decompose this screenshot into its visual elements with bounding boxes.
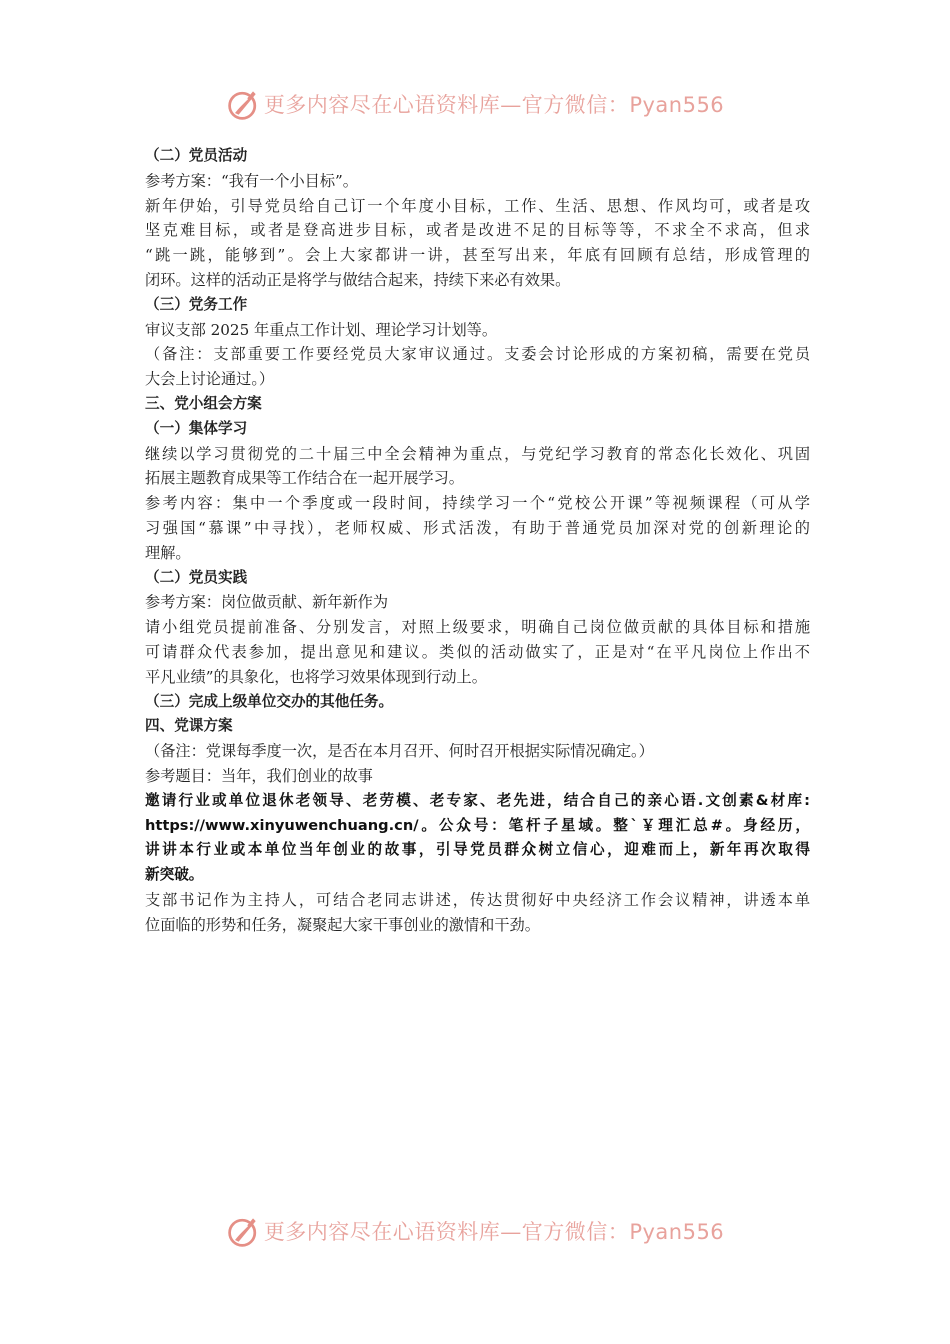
text-line: https://www.xinyuwenchuang.cn/。公众号：笔杆子星域。整`￥理汇总#。身经历，: [145, 816, 810, 834]
text-line: （三）党务工作: [145, 295, 248, 313]
text-line: 继续以学习贯彻党的二十届三中全会精神为重点，与党纪学习教育的常态化长效化、巩固: [145, 444, 810, 463]
text-line: 参考题目：当年，我们创业的故事: [145, 766, 373, 785]
document-body: [145, 144, 810, 938]
text-line: 请小组党员提前准备、分别发言，对照上级要求，明确自己岗位做贡献的具体目标和措施: [145, 618, 810, 637]
wechat-id: Pyan556: [629, 1220, 725, 1244]
text-line: 新突破。: [145, 866, 204, 884]
text-line: 平凡业绩”的具象化，也将学习效果体现到行动上。: [145, 667, 487, 686]
text-line: （二）党员活动: [145, 147, 248, 164]
text-line: 拓展主题教育成果等工作结合在一起开展学习。: [145, 469, 464, 488]
text-line: 参考方案：“我有一个小目标”。: [145, 171, 358, 190]
quill-logo-icon: [226, 1213, 262, 1249]
text-line: （一）集体学习: [145, 419, 248, 437]
banner-text: 更多内容尽在心语资料库—官方微信：Pyan556: [263, 1220, 725, 1244]
text-line: （备注：支部重要工作要经党员大家审议通过。支委会讨论形成的方案初稿，需要在党员: [145, 345, 810, 364]
text-line: 讲讲本行业或本单位当年创业的故事，引导党员群众树立信心，迎难而上，新年再次取得: [145, 841, 810, 859]
text-line: 新年伊始，引导党员给自己订一个年度小目标，工作、生活、思想、作风均可，或者是攻: [145, 196, 810, 215]
text-line: 参考方案：岗位做贡献、新年新作为: [145, 593, 388, 612]
banner-text: 更多内容尽在心语资料库—官方微信：Pyan556: [263, 93, 725, 117]
footer-watermark-banner: [0, 1211, 950, 1251]
header-watermark-banner: [0, 84, 950, 124]
text-line: “跳一跳，能够到”。会上大家都讲一讲，甚至写出来，年底有回顾有总结，形成管理的: [145, 246, 810, 265]
quill-logo-icon: [226, 86, 262, 122]
text-line: （备注：党课每季度一次，是否在本月召开、何时召开根据实际情况确定。）: [145, 742, 654, 761]
text-line: 参考内容：集中一个季度或一段时间，持续学习一个“党校公开课”等视频课程（可从学: [145, 494, 810, 513]
text-line: 习强国“慕课”中寻找），老师权威、形式活泼，有助于普通党员加深对党的创新理论的: [145, 518, 810, 537]
text-line: （二）党员实践: [145, 568, 248, 586]
text-line: 位面临的形势和任务，凝聚起大家干事创业的激情和干劲。: [145, 915, 540, 934]
text-line: 审议支部 2025 年重点工作计划、理论学习计划等。: [145, 320, 498, 339]
text-line: （三）完成上级单位交办的其他任务。: [145, 692, 394, 710]
text-line: 邀请行业或单位退休老领导、老劳模、老专家、老先进，结合自己的亲心语.文创素&材库:: [145, 791, 810, 809]
text-line: 理解。: [145, 543, 191, 562]
text-line: 可请群众代表参加，提出意见和建议。类似的活动做实了，正是对“在平凡岗位上作出不: [145, 642, 810, 661]
text-line: 大会上讨论通过。）: [145, 370, 275, 389]
text-line: 三、党小组会方案: [145, 394, 262, 412]
text-line: 坚克难目标，或者是登高进步目标，或者是改进不足的目标等等，不求全不求高，但求: [145, 221, 810, 240]
wechat-id: Pyan556: [629, 93, 725, 117]
text-line: 支部书记作为主持人，可结合老同志讲述，传达贯彻好中央经济工作会议精神，讲透本单: [145, 890, 810, 909]
text-line: 闭环。这样的活动正是将学与做结合起来，持续下来必有效果。: [145, 270, 571, 289]
text-line: 四、党课方案: [145, 717, 233, 735]
